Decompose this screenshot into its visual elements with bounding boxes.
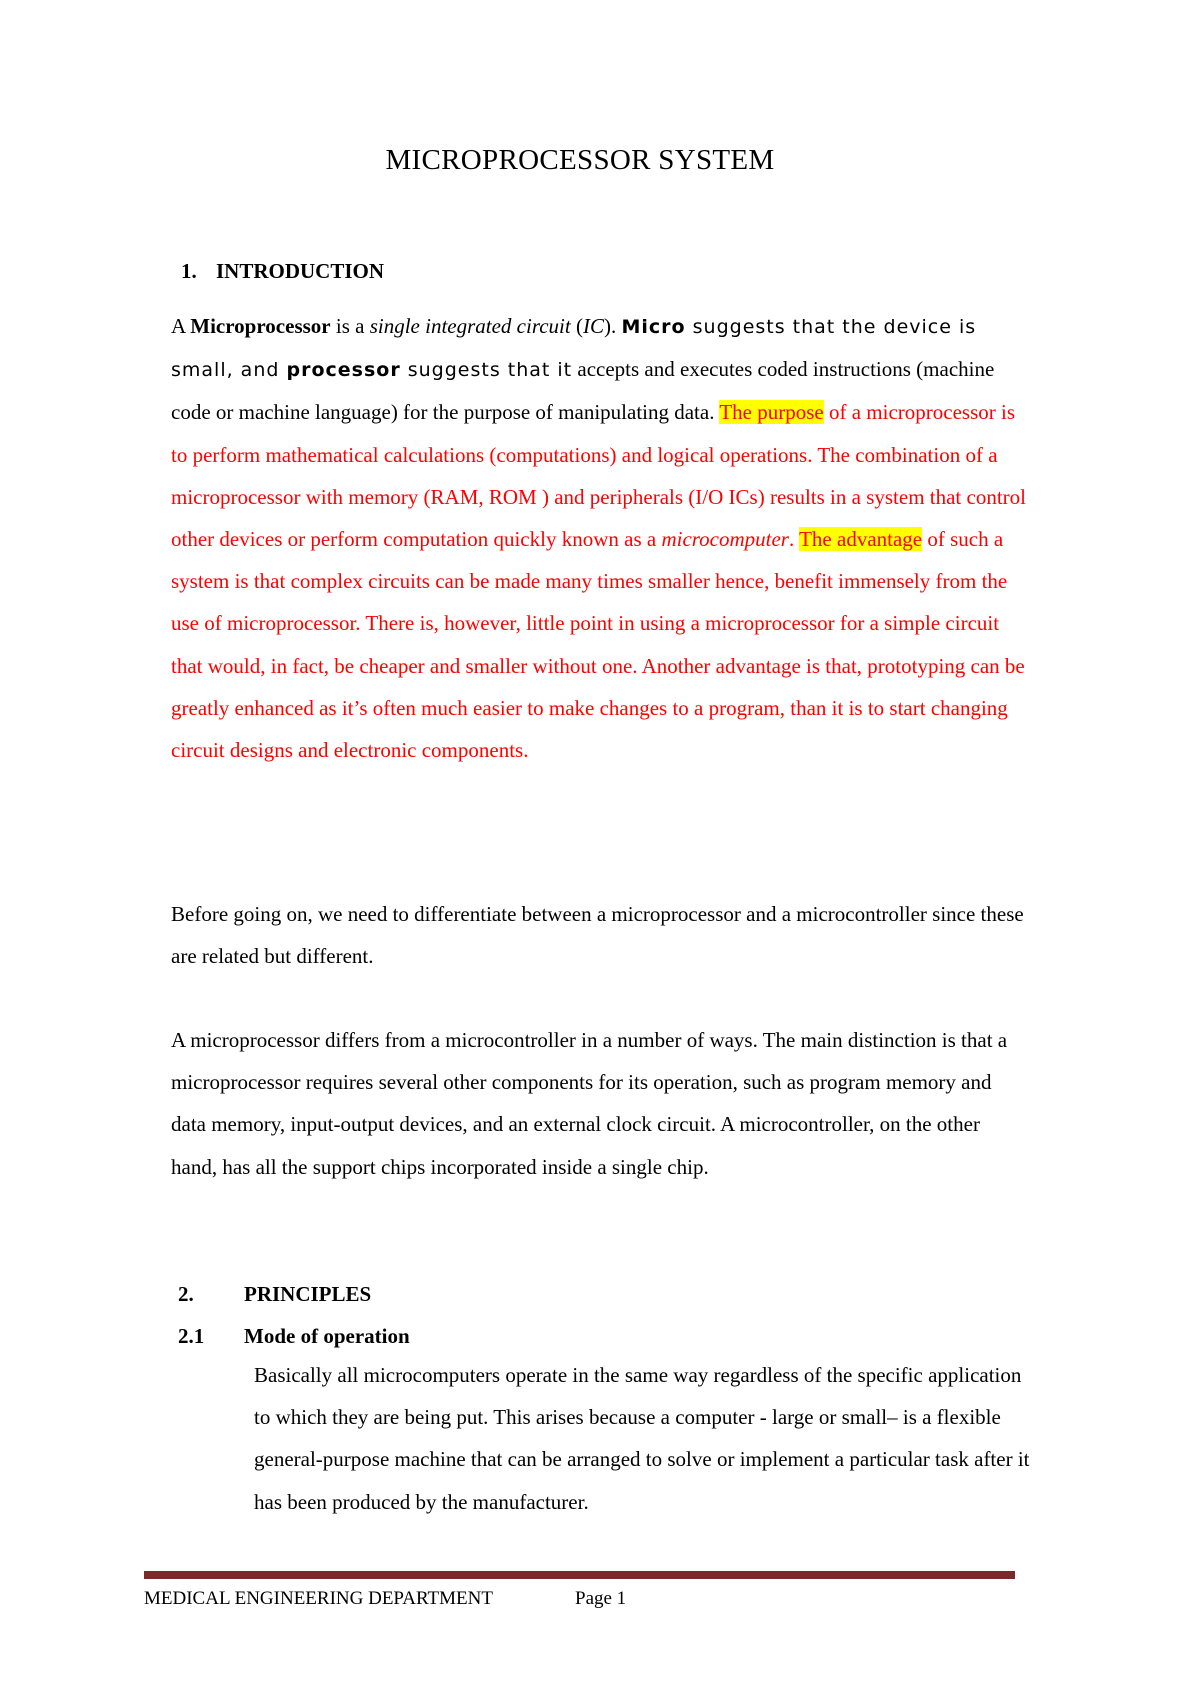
differentiate-paragraph: Before going on, we need to differentiate between a microprocessor and a microcontroller since these are related but different. (171, 902, 1024, 969)
intro-text-sans: suggests that it (400, 359, 573, 382)
micro-term: Micro (621, 316, 686, 338)
microcomputer-term: microcomputer (661, 527, 789, 552)
footer-divider (144, 1571, 1015, 1579)
footer-department: MEDICAL ENGINEERING DEPARTMENT (144, 1588, 493, 1609)
single-ic-term: single integrated circuit (369, 314, 571, 338)
red-text: of a microprocessor is to perform mathematical calculations (computations) and logical operations. The combination of a microprocessor with memory (RAM, ROM ) and peripherals (I/O ICs) results in a system that control other devices or perform computation quickly known as a (171, 400, 1027, 552)
section-2-number: 2. (178, 1282, 194, 1306)
subsection-2-1-heading (178, 1323, 410, 1349)
ic-term: IC (582, 314, 604, 338)
mode-of-operation-paragraph: Basically all microcomputers operate in the same way regardless of the specific application to which they are being put. This arises because a computer - large or small– is a flexible general-purpose machine that can be arranged to solve or implement a particular task after it has been produced by the manufacturer. (254, 1363, 1030, 1514)
intro-text: ( (570, 314, 583, 338)
intro-text: accepts and executes coded instructions (machine code or machine language) for the purpose of manipulating data. (171, 357, 995, 425)
intro-paragraph (171, 305, 1031, 771)
microprocessor-term: Microprocessor (190, 314, 331, 338)
differences-paragraph: A microprocessor differs from a microcontroller in a number of ways. The main distinction is that a microprocessor requires several other components for its operation, such as program memory and data memory, input-output devices, and an external clock circuit. A microcontroller, on the other hand, has all the support chips incorporated inside a single chip. (171, 1028, 1008, 1179)
section-1-heading (181, 258, 384, 284)
document-title: MICROPROCESSOR SYSTEM (385, 144, 775, 176)
intro-text-sans: suggests that the device is small, and (171, 316, 977, 382)
footer-page-number: Page 1 (575, 1588, 627, 1609)
highlight-the-purpose: The purpose (719, 400, 824, 425)
highlight-the-advantage: The advantage (799, 527, 923, 552)
intro-text: ). (603, 314, 622, 338)
red-text: of such a system is that complex circuits can be made many times smaller hence, benefit immensely from the use of microprocessor. There is, however, little point in using a microprocessor for a simple circuit that would, in fact, be cheaper and smaller without one. Another advantage is that, prototyping can be greatly enhanced as it’s often much easier to make changes to a program, than it is to start changing circuit designs and electronic components. (171, 527, 1025, 763)
processor-term: processor (286, 359, 401, 382)
intro-text: is a (330, 314, 370, 338)
subsection-2-1-title: Mode of operation (244, 1324, 410, 1348)
section-2-heading (178, 1281, 371, 1307)
section-1-number: 1. (181, 259, 197, 283)
section-2-title: PRINCIPLES (244, 1282, 372, 1306)
red-text: . (788, 527, 800, 552)
subsection-2-1-number: 2.1 (178, 1324, 205, 1348)
section-1-title: INTRODUCTION (216, 259, 385, 283)
intro-text: A (171, 314, 191, 338)
